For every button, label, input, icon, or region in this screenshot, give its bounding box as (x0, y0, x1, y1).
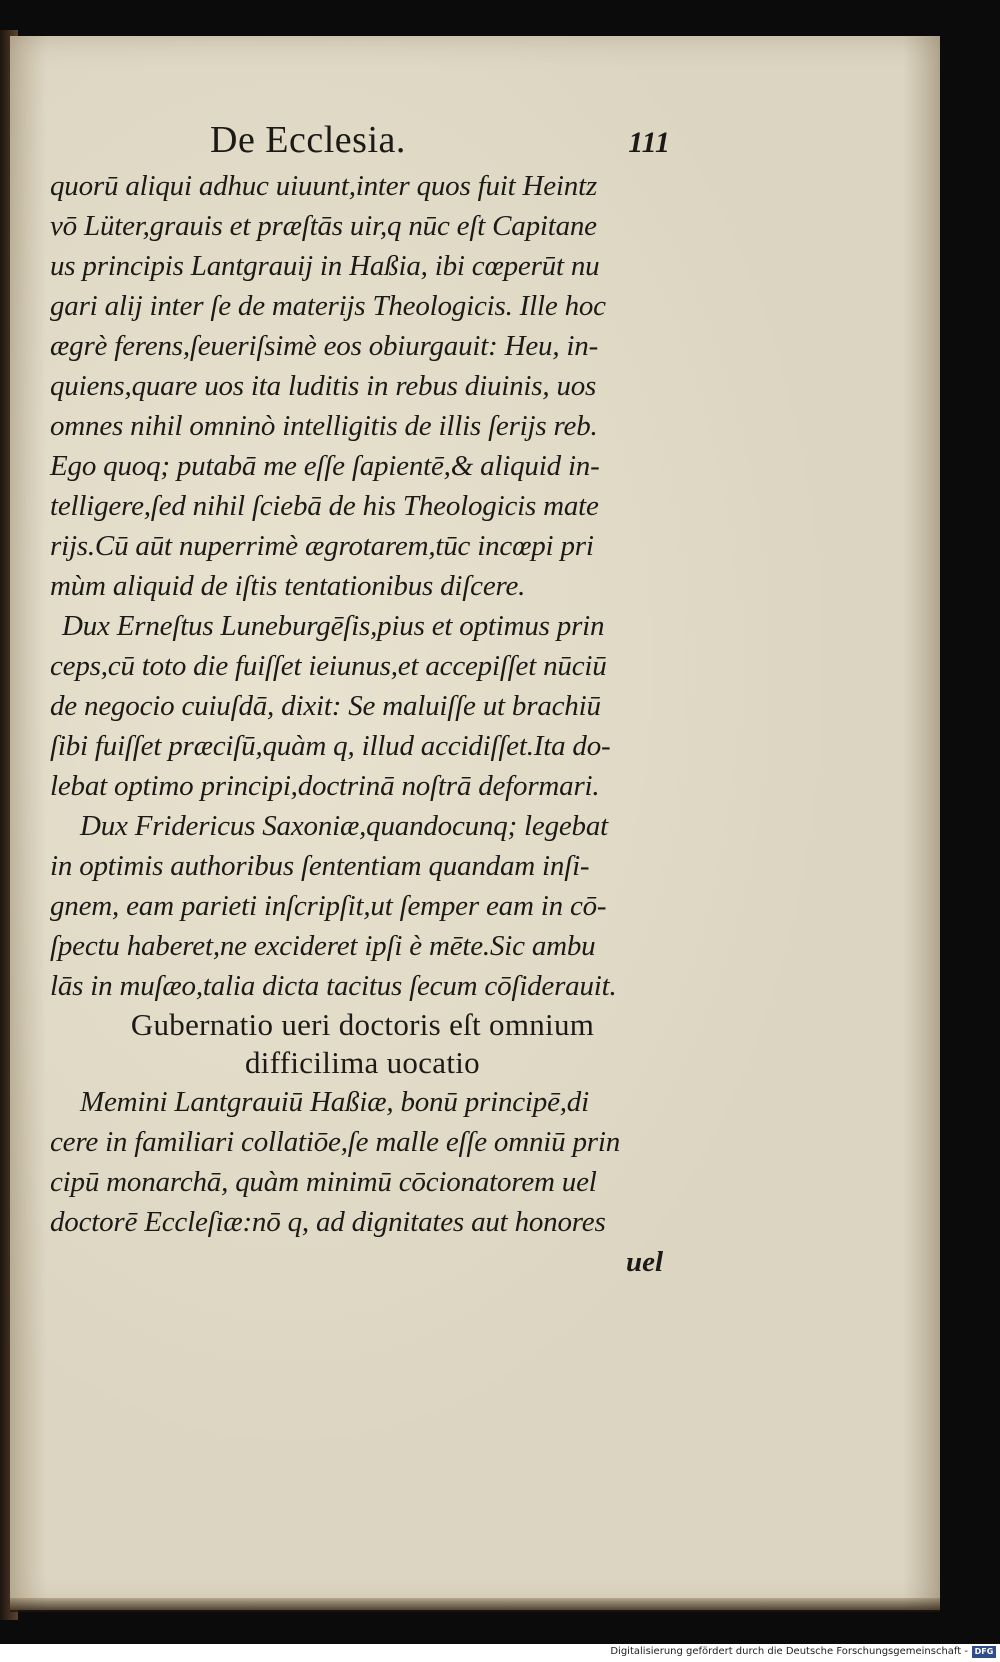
running-head (50, 112, 675, 166)
text-line: gnem, eam parieti inſcripſit,ut ſemper eam in cō- (50, 890, 607, 922)
section-heading: difficilima uocatio (245, 1045, 480, 1080)
text-line: ſibi fuiſſet præciſū,quàm q, illud accidiſſet.Ita do- (50, 730, 611, 762)
catchword: uel (625, 1246, 663, 1278)
section-heading: Gubernatio ueri doctoris eſt omnium (130, 1007, 595, 1042)
dfg-logo: DFG (972, 1646, 996, 1658)
text-line: telligere,ſed nihil ſciebā de his Theologicis mate (50, 490, 599, 522)
text-line: cere in familiari collatiōe,ſe malle eſſe omniū prin (50, 1126, 621, 1158)
text-line: lās in muſæo,talia dicta tacitus ſecum cōſiderauit. (50, 970, 617, 1002)
running-title: De Ecclesia. (210, 119, 406, 161)
text-line: omnes nihil omninò intelligitis de illis ſerijs reb. (50, 410, 598, 442)
text-line: quiens,quare uos ita luditis in rebus diuinis, uos (50, 370, 597, 402)
text-block (50, 112, 675, 1282)
text-line: ſpectu haberet,ne excideret ipſi è mēte.Sic ambu (50, 930, 596, 962)
text-line: us principis Lantgrauij in Haßia, ibi cœperūt nu (50, 250, 600, 282)
text-line: doctorē Eccleſiæ:nō q, ad dignitates aut honores (50, 1206, 606, 1238)
text-line: rijs.Cū aūt nuperrimè ægrotarem,tūc incœpi pri (50, 530, 594, 562)
text-line: ægrè ferens,ſeueriſsimè eos obiurgauit: Heu, in- (50, 330, 599, 362)
text-line: vō Lüter,grauis et præſtās uir,q nūc eſt Capitane (50, 210, 597, 242)
text-line: lebat optimo principi,doctrinā noſtrā deformari. (50, 770, 600, 802)
paragraph-start-line: Memini Lantgrauiū Haßiæ, bonū principē,di (80, 1086, 589, 1118)
paragraph-start-line: Dux Fridericus Saxoniæ,quandocunq; legebat (80, 810, 609, 842)
text-line: de negocio cuiuſdā, dixit: Se maluiſſe ut brachiū (50, 690, 601, 722)
text-line: Ego quoq; putabā me eſſe ſapientē,& aliquid in- (50, 450, 600, 482)
text-line: mùm aliquid de iſtis tentationibus diſcere. (50, 570, 526, 602)
text-line: quorū aliqui adhuc uiuunt,inter quos fuit Heintz (50, 170, 598, 202)
funding-credit: Digitalisierung gefördert durch die Deutsche Forschungsgemeinschaft - (610, 1646, 968, 1657)
text-line: cipū monarchā, quàm minimū cōcionatorem uel (50, 1166, 597, 1198)
text-line: in optimis authoribus ſententiam quandam inſi- (50, 850, 590, 882)
page-number: 111 (628, 126, 670, 159)
leaf-bottom-edge (10, 1598, 940, 1612)
digitization-footer (0, 1644, 1000, 1662)
text-line: ceps,cū toto die fuiſſet ieiunus,et accepiſſet nūciū (50, 650, 607, 682)
text-line: gari alij inter ſe de materijs Theologicis. Ille hoc (50, 290, 606, 322)
paragraph-start-line: Dux Erneſtus Luneburgēſis,pius et optimus prin (62, 610, 605, 642)
